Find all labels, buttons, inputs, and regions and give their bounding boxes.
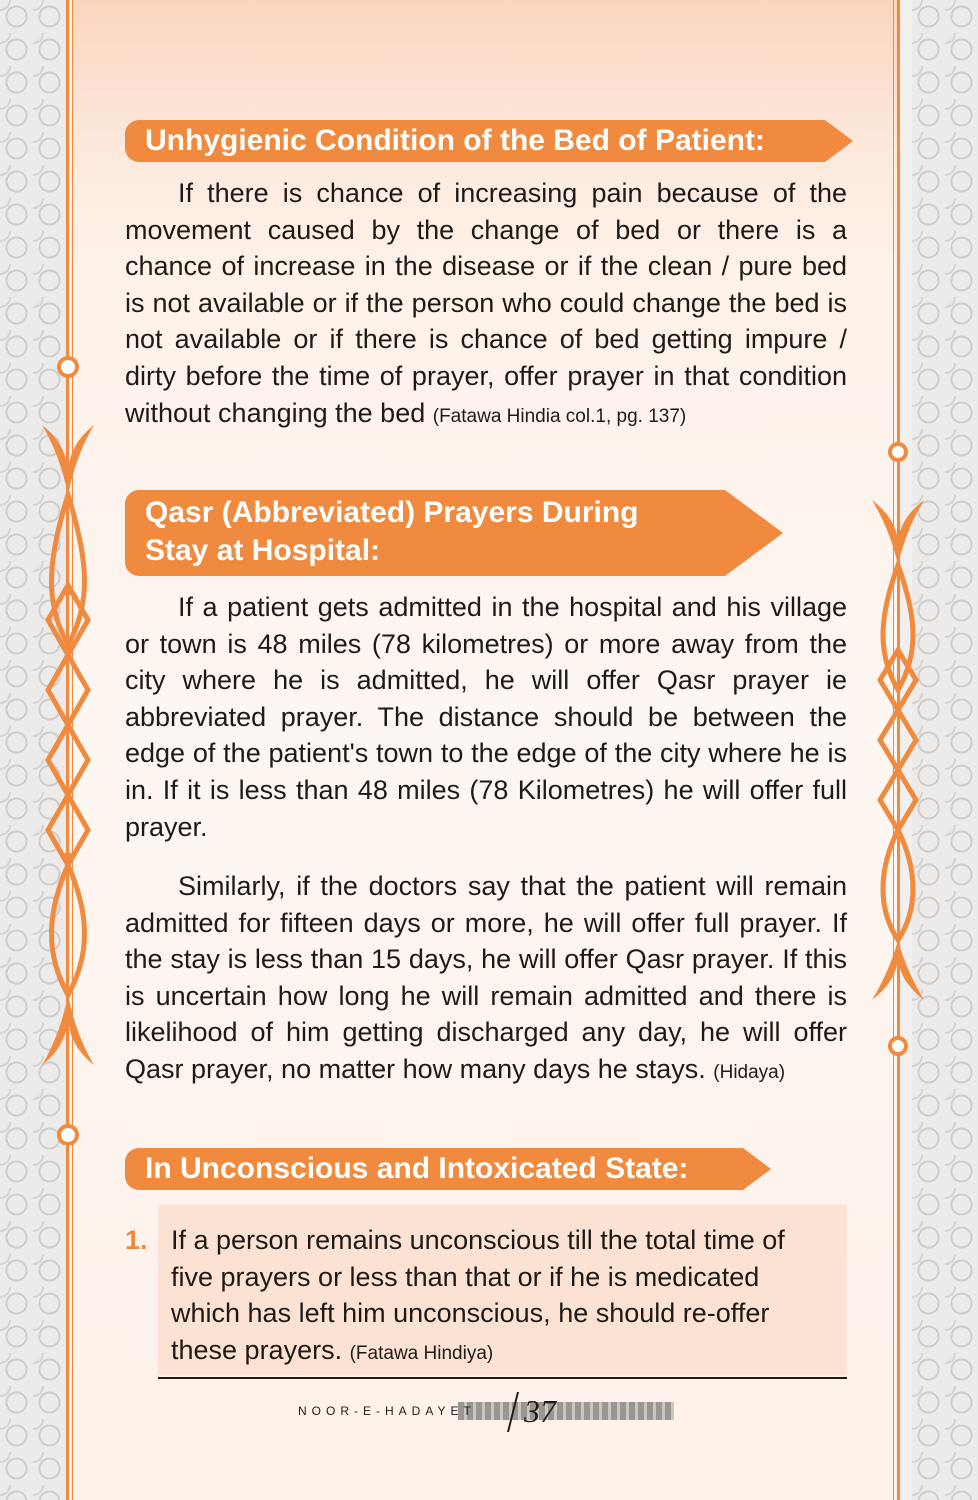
footer-pattern-bar <box>458 1402 674 1420</box>
section-heading-qasr-line2: Stay at Hospital: <box>145 534 381 567</box>
right-ornament-icon <box>866 440 936 1060</box>
section-heading-unconscious <box>125 1148 743 1190</box>
paragraph-qasr-duration <box>125 868 847 1092</box>
paragraph-bed <box>125 175 847 435</box>
section-heading-bed <box>125 120 825 162</box>
paragraph-bed-text: If there is chance of increasing pain because of the movement caused by the change of bed or there is a chance of increase in the disease or if the clean / pure bed is not available or if the person who could change the bed is not available or if there is chance of bed getting impure / dirty before the time of prayer, offer prayer in that condition without changing the bed <box>125 178 847 428</box>
left-ornament-icon <box>36 345 106 1145</box>
heading-arrow-icon <box>825 120 853 162</box>
footer-book-title: NOOR-E-HADAYET <box>298 1404 476 1418</box>
heading-arrow-icon <box>725 490 783 576</box>
heading-arrow-icon <box>743 1148 771 1190</box>
section-heading-qasr <box>125 490 725 576</box>
page-footer <box>298 1392 678 1432</box>
list-item-number: 1. <box>125 1225 148 1255</box>
paragraph-qasr-distance-text: If a patient gets admitted in the hospital and his village or town is 48 miles (78 kilometres) or more away from the city where he is admitted, he will offer Qasr prayer ie abbreviated prayer. The distance should be between the edge of the patient's town to the edge of the city where he is in. If it is less than 48 miles (78 Kilometres) he will offer full prayer. <box>125 592 847 842</box>
reference-fatawa-hindia: (Fatawa Hindia col.1, pg. 137) <box>432 405 687 427</box>
list-item <box>171 1222 833 1372</box>
paragraph-qasr-distance <box>125 589 847 845</box>
paragraph-qasr-duration-text: Similarly, if the doctors say that the patient will remain admitted for fifteen days or more, he will offer full prayer. If the stay is less than 15 days, he will offer Qasr prayer. If this is uncertain how long he will remain admitted and there is likelihood of him getting discharged any day, he will offer Qasr prayer, no matter how many days he stays. <box>125 871 847 1084</box>
section-heading-bed-label: Unhygienic Condition of the Bed of Patient: <box>145 124 765 157</box>
reference-hidaya: (Hidaya) <box>713 1061 786 1083</box>
list-item-text: If a person remains unconscious till the total time of five prayers or less than that or if he is medicated which has left him unconscious, he should re-offer these prayers. <box>171 1225 785 1365</box>
page-number: 37 <box>524 1393 556 1429</box>
section-heading-qasr-line1: Qasr (Abbreviated) Prayers During <box>145 496 639 529</box>
section-heading-unconscious-label: In Unconscious and Intoxicated State: <box>145 1152 689 1185</box>
reference-fatawa-hindiya: (Fatawa Hindiya) <box>349 1342 494 1364</box>
footer-divider <box>158 1377 847 1379</box>
